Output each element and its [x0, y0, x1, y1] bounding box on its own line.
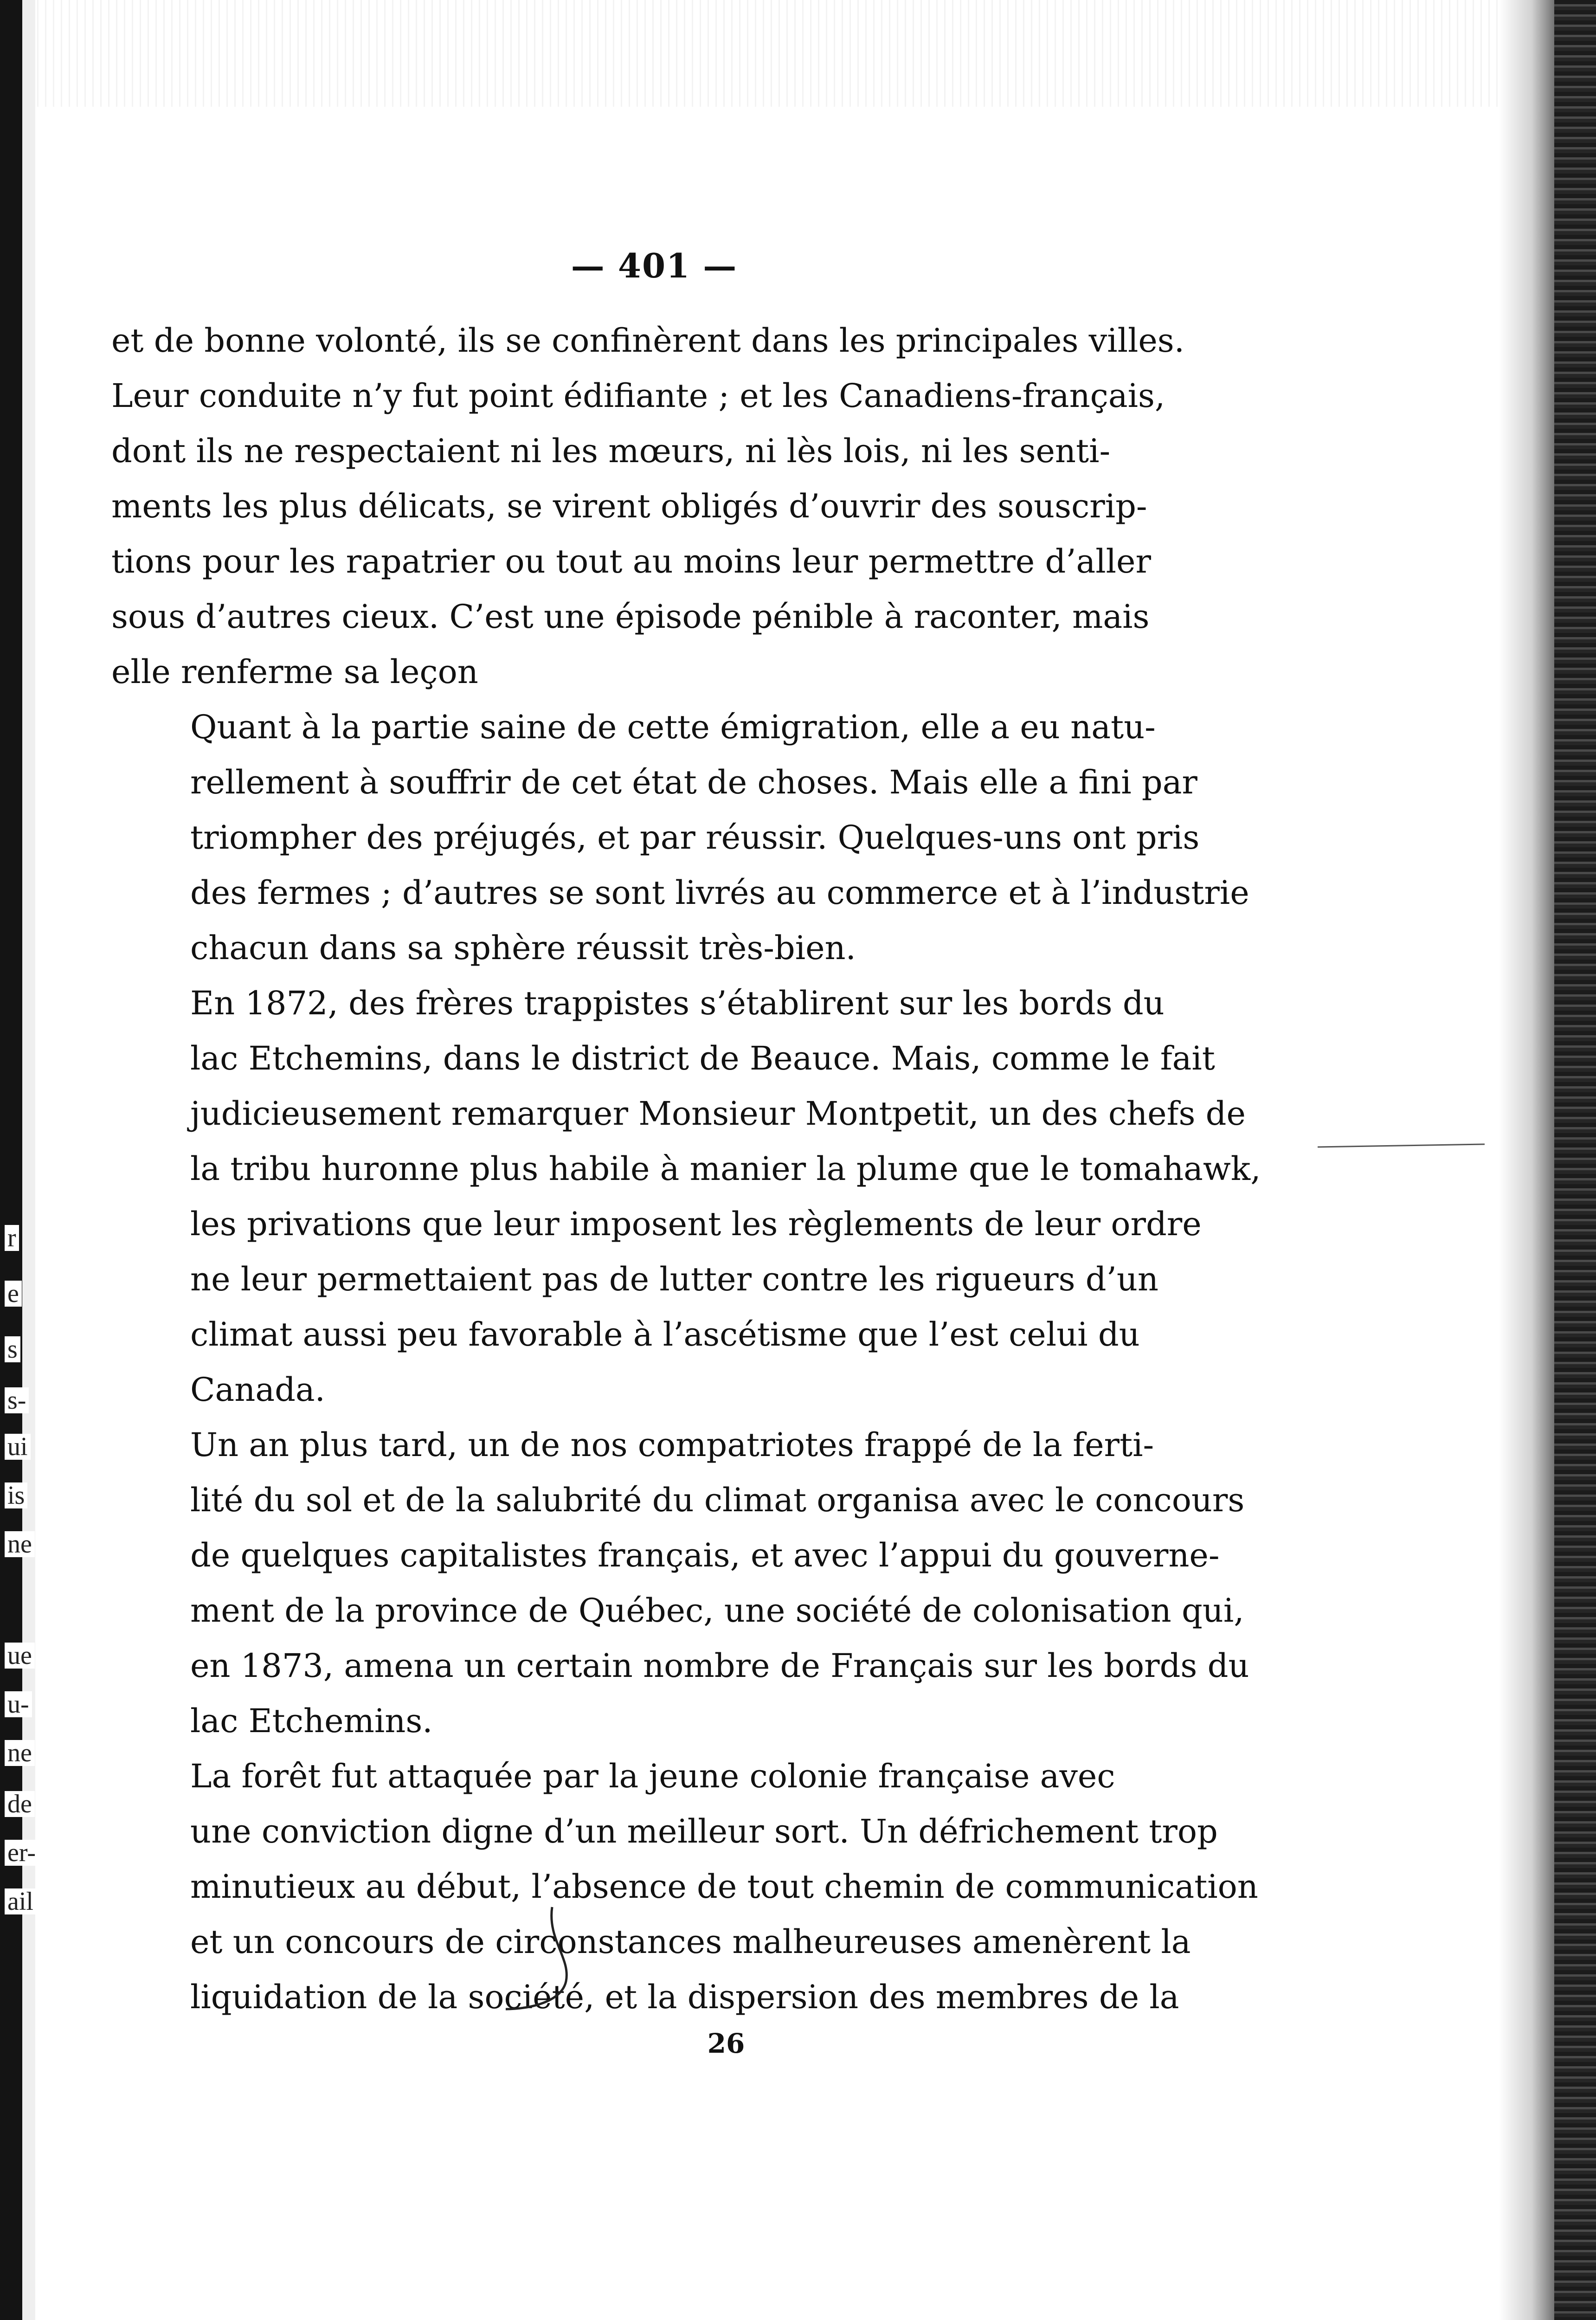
- facing-page-fragment: e: [5, 1281, 22, 1307]
- text-line: de quelques capitalistes français, et avec l’appui du gouverne-: [190, 1536, 1220, 1574]
- paragraph: [111, 976, 1261, 1418]
- text-line: rellement à souffrir de cet état de choses. Mais elle a fini par: [190, 763, 1197, 801]
- text-line: liquidation de la société, et la dispersion des membres de la: [190, 1978, 1179, 2016]
- facing-page-fragment: ui: [5, 1434, 31, 1460]
- text-line: en 1873, amena un certain nombre de Français sur les bords du: [190, 1647, 1249, 1685]
- text-line: lac Etchemins.: [190, 1702, 433, 1740]
- facing-page-fragment: er-: [5, 1840, 39, 1866]
- text-line: ment de la province de Québec, une société de colonisation qui,: [190, 1592, 1244, 1630]
- text-line: chacun dans sa sphère réussit très-bien.: [190, 929, 856, 967]
- text-line: elle renferme sa leçon: [111, 653, 478, 691]
- text-line: et de bonne volonté, ils se confinèrent dans les principales villes.: [111, 322, 1184, 360]
- paragraph: [111, 1418, 1249, 1749]
- page-binding-edge: [1554, 0, 1596, 2320]
- facing-page-fragment: is: [5, 1482, 27, 1508]
- text-line: climat aussi peu favorable à l’ascétisme que l’est celui du: [190, 1315, 1140, 1353]
- text-line: triompher des préjugés, et par réussir. Quelques-uns ont pris: [190, 818, 1200, 857]
- paragraph: [111, 700, 1249, 976]
- facing-page-fragment: ne: [5, 1531, 35, 1557]
- facing-page-fragment: u-: [5, 1691, 32, 1717]
- text-line: sous d’autres cieux. C’est une épisode pénible à raconter, mais: [111, 598, 1150, 636]
- paragraph: [111, 313, 1188, 700]
- text-line: Un an plus tard, un de nos compatriotes frappé de la ferti-: [190, 1426, 1154, 1464]
- text-line: la tribu huronne plus habile à manier la plume que le tomahawk,: [190, 1150, 1261, 1188]
- text-line: Quant à la partie saine de cette émigration, elle a eu natu-: [190, 708, 1156, 746]
- facing-page-fragment: de: [5, 1791, 35, 1817]
- binding-shadow: [1499, 0, 1554, 2320]
- text-line: En 1872, des frères trappistes s’établirent sur les bords du: [190, 984, 1165, 1022]
- text-line: lac Etchemins, dans le district de Beauce. Mais, comme le fait: [190, 1039, 1215, 1077]
- body-text: [111, 313, 1261, 2025]
- book-page: [111, 246, 1261, 2059]
- facing-page-fragment: ne: [5, 1740, 35, 1766]
- facing-page-fragment: ail: [5, 1888, 36, 1914]
- facing-page-text-fragments: [5, 0, 46, 2320]
- text-line: Canada.: [190, 1371, 325, 1409]
- text-line: les privations que leur imposent les règlements de leur ordre: [190, 1205, 1202, 1243]
- text-line: minutieux au début, l’absence de tout chemin de communication: [190, 1868, 1258, 1906]
- facing-page-fragment: r: [5, 1225, 19, 1251]
- text-line: judicieusement remarquer Monsieur Montpetit, un des chefs de: [190, 1095, 1246, 1133]
- text-line: lité du sol et de la salubrité du climat organisa avec le concours: [190, 1481, 1245, 1519]
- scan-speckle-top: [37, 0, 1499, 107]
- text-line: ments les plus délicats, se virent obligés d’ouvrir des souscrip-: [111, 487, 1147, 525]
- text-line: des fermes ; d’autres se sont livrés au commerce et à l’industrie: [190, 874, 1249, 912]
- facing-page-fragment: s-: [5, 1387, 29, 1413]
- text-line: La forêt fut attaquée par la jeune colonie française avec: [190, 1757, 1115, 1795]
- page-number: — 401 —: [571, 246, 738, 285]
- signature-mark: 26: [707, 2028, 745, 2059]
- text-line: ne leur permettaient pas de lutter contre les rigueurs d’un: [190, 1260, 1159, 1298]
- text-line: Leur conduite n’y fut point édifiante ; et les Canadiens-français,: [111, 377, 1165, 415]
- text-line: dont ils ne respectaient ni les mœurs, ni lès lois, ni les senti-: [111, 432, 1111, 470]
- paragraph: [111, 1749, 1258, 2025]
- pen-scribble-mark: [501, 1902, 612, 2014]
- text-line: et un concours de circonstances malheureuses amenèrent la: [190, 1923, 1191, 1961]
- margin-pencil-mark: [1318, 1141, 1485, 1151]
- facing-page-fragment: ue: [5, 1643, 35, 1669]
- facing-page-fragment: s: [5, 1336, 20, 1362]
- text-line: tions pour les rapatrier ou tout au moins leur permettre d’aller: [111, 542, 1151, 580]
- text-line: une conviction digne d’un meilleur sort. Un défrichement trop: [190, 1812, 1218, 1850]
